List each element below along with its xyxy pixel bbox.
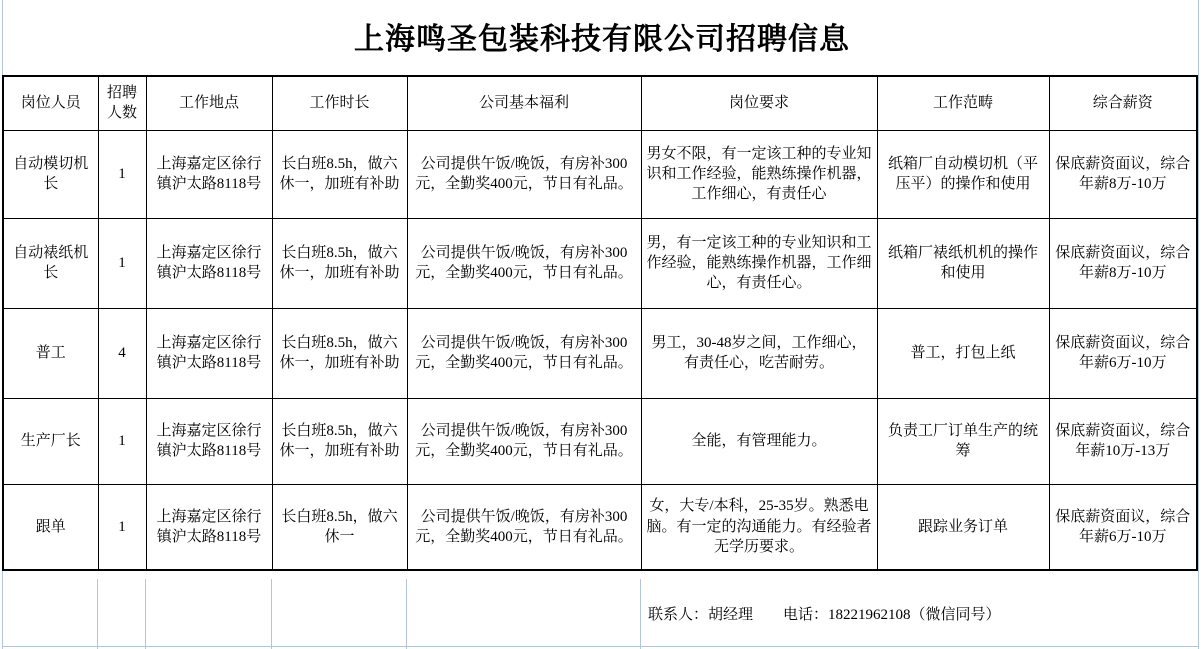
- cell-salary: 保底薪资面议，综合年薪8万-10万: [1049, 218, 1197, 308]
- cell-requirements: 男工，30-48岁之间，工作细心，有责任心，吃苦耐劳。: [641, 308, 877, 398]
- gridline-right-edge: [1198, 0, 1199, 649]
- header-headcount: 招聘人数: [98, 76, 146, 130]
- cell-requirements: 男女不限，有一定该工种的专业知识和工作经验，能熟练操作机器，工作细心，有责任心: [641, 130, 877, 218]
- cell-hours: 长白班8.5h，做六休一，加班有补助: [272, 308, 407, 398]
- cell-headcount: 1: [98, 130, 146, 218]
- cell-salary: 保底薪资面议，综合年薪10万-13万: [1049, 398, 1197, 484]
- header-hours: 工作时长: [272, 76, 407, 130]
- cell-position: 自动裱纸机长: [3, 218, 98, 308]
- cell-position: 生产厂长: [3, 398, 98, 484]
- recruitment-table: [2, 75, 1198, 571]
- cell-headcount: 1: [98, 218, 146, 308]
- cell-scope: 负责工厂订单生产的统筹: [877, 398, 1049, 484]
- cell-requirements: 男，有一定该工种的专业知识和工作经验，能熟练操作机器，工作细心，有责任心。: [641, 218, 877, 308]
- cell-location: 上海嘉定区徐行镇沪太路8118号: [146, 308, 272, 398]
- header-row: [3, 76, 1197, 130]
- cell-headcount: 1: [98, 398, 146, 484]
- cell-salary: 保底薪资面议，综合年薪8万-10万: [1049, 130, 1197, 218]
- cell-benefits: 公司提供午饭/晚饭，有房补300元，全勤奖400元，节日有礼品。: [407, 484, 641, 570]
- job-row: [3, 130, 1197, 218]
- job-row: [3, 308, 1197, 398]
- cell-benefits: 公司提供午饭/晚饭，有房补300元，全勤奖400元，节日有礼品。: [407, 218, 641, 308]
- cell-hours: 长白班8.5h，做六休一: [272, 484, 407, 570]
- cell-hours: 长白班8.5h，做六休一，加班有补助: [272, 130, 407, 218]
- header-location: 工作地点: [146, 76, 272, 130]
- cell-location: 上海嘉定区徐行镇沪太路8118号: [146, 130, 272, 218]
- cell-position: 跟单: [3, 484, 98, 570]
- cell-position: 自动模切机长: [3, 130, 98, 218]
- job-row: [3, 398, 1197, 484]
- gridline-footer-col5: [640, 579, 641, 649]
- cell-location: 上海嘉定区徐行镇沪太路8118号: [146, 218, 272, 308]
- header-position: 岗位人员: [3, 76, 98, 130]
- header-benefits: 公司基本福利: [407, 76, 641, 130]
- cell-benefits: 公司提供午饭/晚饭，有房补300元，全勤奖400元，节日有礼品。: [407, 398, 641, 484]
- cell-requirements: 女，大专/本科，25-35岁。熟悉电脑。有一定的沟通能力。有经验者无学历要求。: [641, 484, 877, 570]
- cell-scope: 普工，打包上纸: [877, 308, 1049, 398]
- gridline-footer-col2: [145, 579, 146, 649]
- cell-scope: 纸箱厂裱纸机机的操作和使用: [877, 218, 1049, 308]
- cell-requirements: 全能，有管理能力。: [641, 398, 877, 484]
- job-row: [3, 218, 1197, 308]
- job-row: [3, 484, 1197, 570]
- cell-location: 上海嘉定区徐行镇沪太路8118号: [146, 484, 272, 570]
- page-title: 上海鸣圣包装科技有限公司招聘信息: [354, 23, 850, 56]
- cell-salary: 保底薪资面议，综合年薪6万-10万: [1049, 484, 1197, 570]
- cell-position: 普工: [3, 308, 98, 398]
- gridline-footer-col3: [271, 579, 272, 649]
- cell-benefits: 公司提供午饭/晚饭，有房补300元，全勤奖400元，节日有礼品。: [407, 130, 641, 218]
- cell-hours: 长白班8.5h，做六休一，加班有补助: [272, 398, 407, 484]
- gridline-footer-col1: [97, 579, 98, 649]
- header-salary: 综合薪资: [1049, 76, 1197, 130]
- cell-headcount: 4: [98, 308, 146, 398]
- cell-salary: 保底薪资面议，综合年薪6万-10万: [1049, 308, 1197, 398]
- cell-benefits: 公司提供午饭/晚饭，有房补300元，全勤奖400元，节日有礼品。: [407, 308, 641, 398]
- cell-scope: 纸箱厂自动模切机（平压平）的操作和使用: [877, 130, 1049, 218]
- contact-info: 联系人：胡经理 电话：18221962108（微信同号）: [648, 606, 1001, 623]
- header-requirements: 岗位要求: [641, 76, 877, 130]
- cell-headcount: 1: [98, 484, 146, 570]
- cell-scope: 跟踪业务订单: [877, 484, 1049, 570]
- header-scope: 工作范畴: [877, 76, 1049, 130]
- gridline-footer-col4: [406, 579, 407, 649]
- cell-location: 上海嘉定区徐行镇沪太路8118号: [146, 398, 272, 484]
- gridline-footer-bottom: [2, 646, 1198, 647]
- cell-hours: 长白班8.5h，做六休一，加班有补助: [272, 218, 407, 308]
